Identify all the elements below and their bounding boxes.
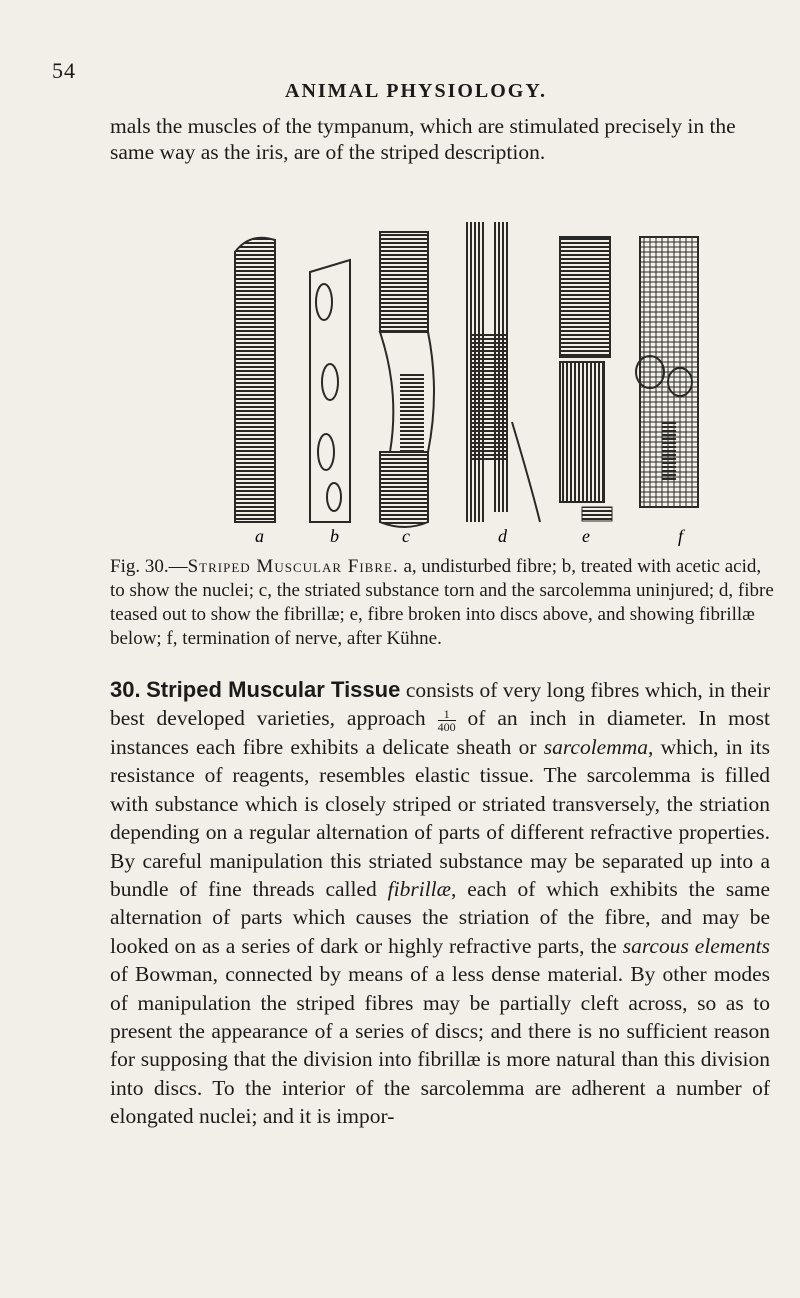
caption-text: a, undisturbed fibre; b, treated with acetic acid, to show the nuclei; c, the striated substance torn and the sarcolemma uninjured; d, fibre teased out to show the fibrillæ; e, fibre broken into discs above, and showing fibrillæ below; f, termination of nerve, after Kühne. bbox=[110, 556, 774, 649]
fraction bbox=[438, 708, 456, 733]
fibre-c bbox=[380, 232, 434, 527]
section-text-d: , each of which exhibits the same alternation of parts which causes the striation of the fibre, and may be looked on as a series of dark or highly refractive parts, the bbox=[110, 877, 771, 958]
fibre-a bbox=[235, 238, 275, 522]
caption-title: Striped Muscular Fibre. bbox=[187, 556, 399, 577]
figure-label-d: d bbox=[498, 526, 507, 546]
fraction-numerator: 1 bbox=[438, 708, 456, 721]
caption-fig-label: Fig. 30.— bbox=[110, 556, 188, 577]
fibre-f bbox=[636, 237, 698, 507]
section-text-e: of Bowman, connected by means of a less dense material. By other modes of manipulation the striped fibres may be partially cleft across, so as to present the appearance of a series of discs; and there is no sufficient reason for supposing that the division into fibrillæ is more natural than this division into discs. To the interior of the sarcolemma are adherent a number of elongated nuclei; and it is impor- bbox=[110, 962, 770, 1129]
muscle-fibre-figure bbox=[230, 222, 710, 547]
term-fibrillae: fibrillæ bbox=[387, 877, 451, 901]
section-title: Striped Muscular Tissue bbox=[146, 677, 401, 702]
intro-paragraph: mals the muscles of the tympanum, which are stimulated precisely in the same way as the iris, are of the striped description. bbox=[110, 114, 736, 164]
section-paragraph bbox=[110, 676, 770, 1131]
running-head: ANIMAL PHYSIOLOGY. bbox=[285, 80, 547, 102]
section-number: 30. bbox=[110, 677, 141, 702]
section-text-b: of an inch in diameter. In most instances each fibre exhibits a delicate sheath or bbox=[110, 706, 770, 759]
fraction-denominator: 400 bbox=[437, 719, 456, 734]
term-sarcolemma: sarcolemma bbox=[543, 734, 649, 759]
figure-label-e: e bbox=[582, 526, 590, 546]
fibre-d bbox=[465, 222, 540, 522]
fibre-b bbox=[310, 260, 350, 522]
page-number: 54 bbox=[52, 58, 76, 83]
section-text-c: , which, in its resistance of reagents, resembles elastic tissue. The sarcolemma is filled with substance which is closely striped or striated transversely, the striation depending on a regular alternation of parts of different refractive properties. By careful manipulation this striated substance may be separated up into a bundle of fine threads called bbox=[110, 734, 770, 901]
term-sarcous-elements: sarcous elements bbox=[622, 933, 770, 958]
fibre-e bbox=[560, 237, 612, 521]
figure-label-c: c bbox=[402, 526, 410, 546]
figure-label-b: b bbox=[330, 526, 339, 546]
figure-caption bbox=[110, 555, 775, 651]
figure-label-f: f bbox=[678, 526, 684, 546]
section-text-a: consists of very long fibres which, in their best developed varieties, approach bbox=[110, 678, 770, 731]
figure-label-a: a bbox=[255, 526, 264, 546]
